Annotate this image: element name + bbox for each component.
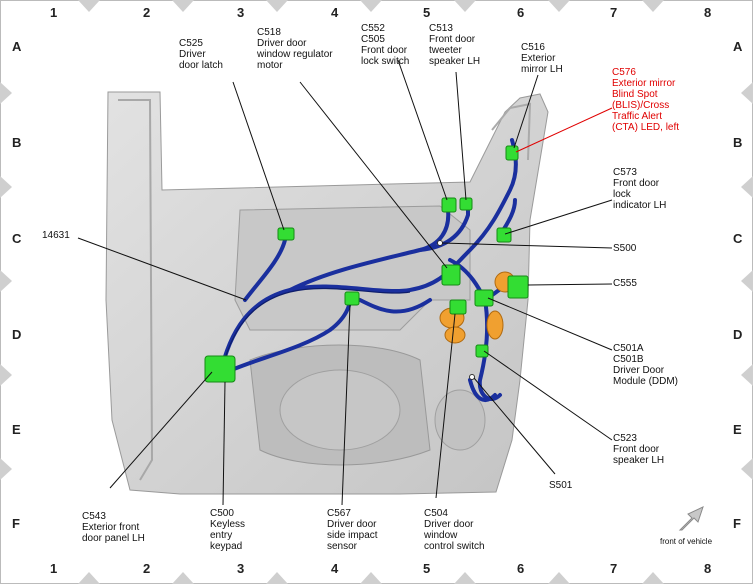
label-c552: C552 C505 Front door lock switch	[361, 23, 410, 67]
grid-row-c-right: C	[733, 231, 743, 246]
grid-col-1: 1	[50, 5, 58, 20]
grid-row-f-right: F	[733, 516, 741, 531]
connector-c501	[475, 290, 493, 306]
grid-row-e: E	[12, 422, 21, 437]
connector-c518	[442, 265, 460, 285]
connector-c552	[442, 198, 456, 212]
label-c504: C504 Driver door window control switch	[424, 508, 485, 552]
grid-col-1-bottom: 1	[50, 561, 58, 576]
speaker-opening	[280, 370, 400, 450]
grid-col-3: 3	[237, 5, 245, 20]
label-c513: C513 Front door tweeter speaker LH	[429, 23, 481, 67]
grid-row-b-right: B	[733, 135, 743, 150]
grid-col-7: 7	[610, 5, 618, 20]
splice-s501	[470, 375, 475, 380]
grid-col-8: 8	[704, 5, 712, 20]
connector-c567	[345, 292, 359, 305]
grid-row-e-right: E	[733, 422, 742, 437]
label-c555: C555	[613, 278, 637, 289]
label-c523: C523 Front door speaker LH	[613, 433, 665, 466]
grid-row-d-right: D	[733, 327, 743, 342]
grid-row-c: C	[12, 231, 22, 246]
connector-c525	[278, 228, 294, 240]
label-s500: S500	[613, 243, 637, 254]
grid-row-a-right: A	[733, 39, 743, 54]
connector-c504	[450, 300, 466, 314]
grid-col-5: 5	[423, 5, 431, 20]
grid-col-2: 2	[143, 5, 151, 20]
label-c543: C543 Exterior front door panel LH	[82, 511, 145, 544]
grid-col-6-bottom: 6	[517, 561, 525, 576]
connector-c523	[476, 345, 488, 357]
grid-col-4: 4	[331, 5, 339, 20]
grid-col-6: 6	[517, 5, 525, 20]
grid-col-5-bottom: 5	[423, 561, 431, 576]
grid-col-4-bottom: 4	[331, 561, 339, 576]
label-c501: C501A C501B Driver Door Module (DDM)	[613, 343, 679, 387]
connector-c543	[205, 356, 235, 382]
label-c567: C567 Driver door side impact sensor	[327, 508, 378, 552]
grid-row-a: A	[12, 39, 22, 54]
connector-c573	[497, 228, 511, 242]
splice-s500	[438, 241, 443, 246]
label-c500: C500 Keyless entry keypad	[210, 508, 246, 552]
grid-row-f: F	[12, 516, 20, 531]
grid-col-3-bottom: 3	[237, 561, 245, 576]
grid-row-b: B	[12, 135, 22, 150]
grid-col-2-bottom: 2	[143, 561, 151, 576]
connector-c516	[506, 146, 518, 160]
front-of-vehicle-label: front of vehicle	[660, 537, 713, 546]
label-c518: C518 Driver door window regulator motor	[257, 27, 333, 71]
grid-row-d: D	[12, 327, 22, 342]
label-14631: 14631	[42, 230, 70, 241]
lower-hole	[435, 390, 485, 450]
grid-col-8-bottom: 8	[704, 561, 712, 576]
label-c573: C573 Front door lock indicator LH	[613, 167, 667, 211]
label-c576: C576 Exterior mirror Blind Spot (BLIS)/Cross Traffic Alert (CTA) LED, left	[612, 67, 680, 133]
label-c516: C516 Exterior mirror LH	[521, 42, 563, 75]
label-s501: S501	[549, 480, 573, 491]
grid-col-7-bottom: 7	[610, 561, 618, 576]
connector-c555	[508, 276, 528, 298]
label-c525: C525 Driver door latch	[179, 38, 223, 71]
